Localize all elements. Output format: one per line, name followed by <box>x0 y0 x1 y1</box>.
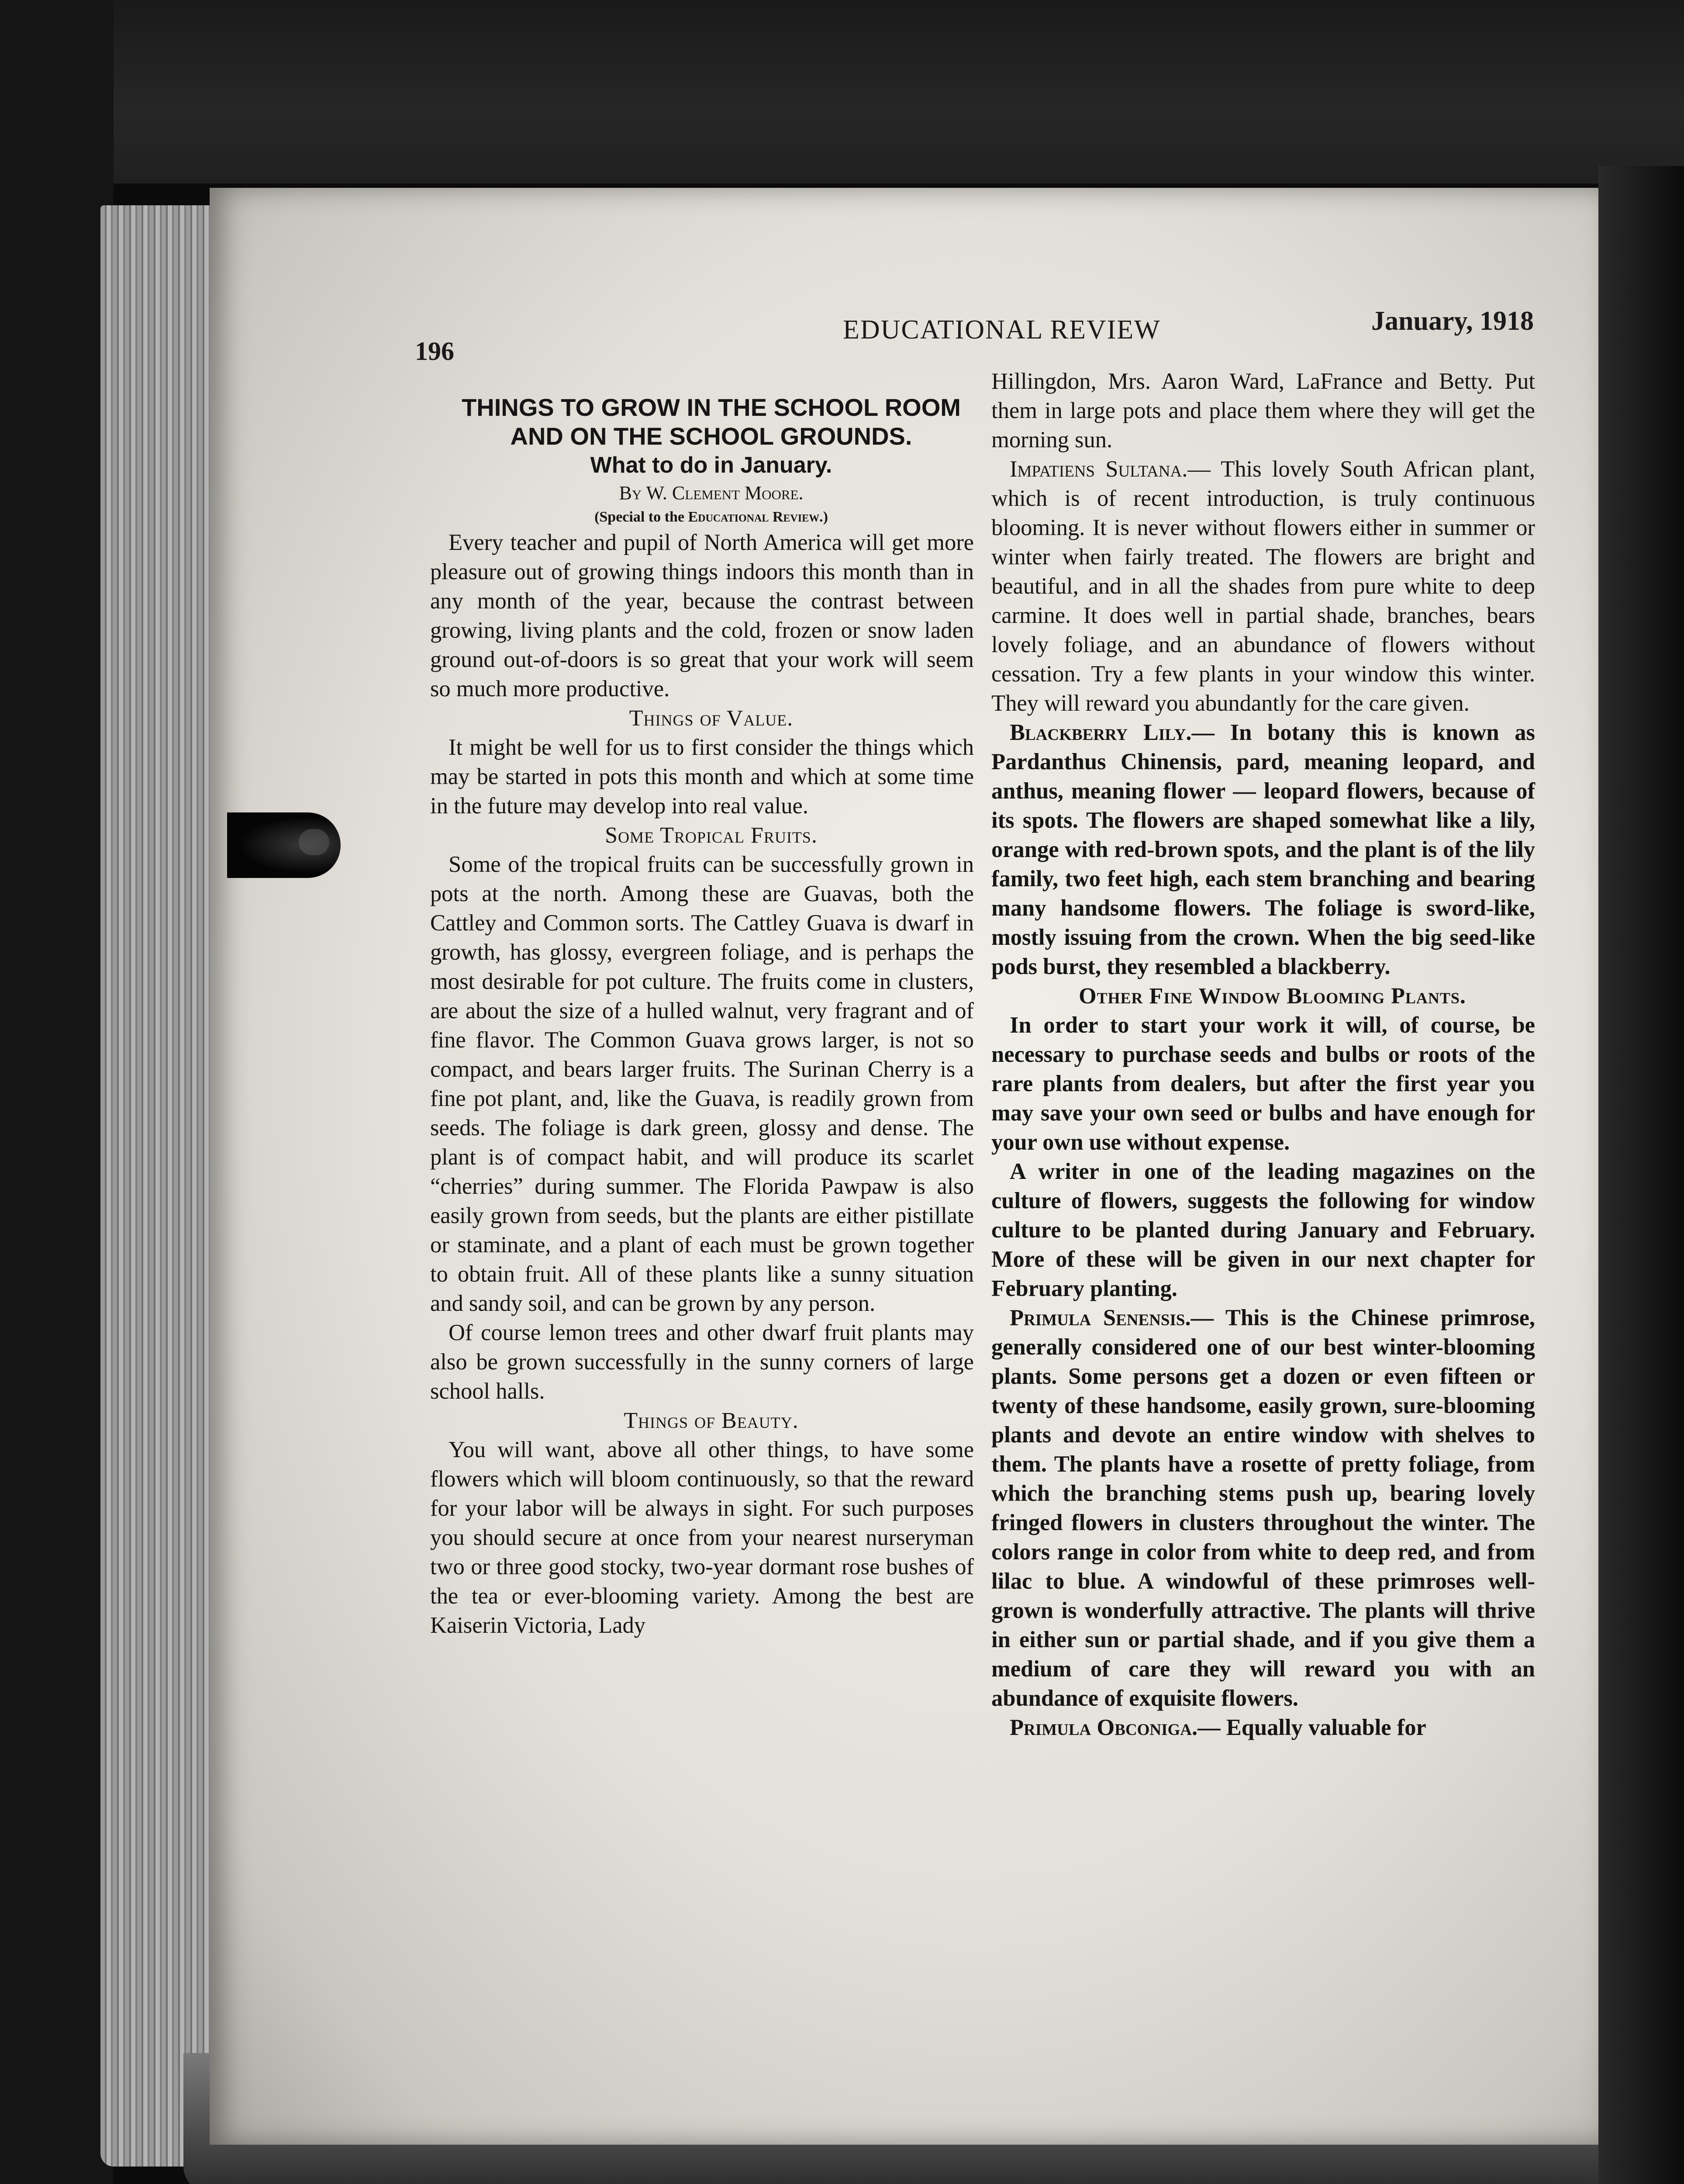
special-note <box>430 506 974 528</box>
running-head-date: January, 1918 <box>1371 306 1534 336</box>
special-note-suffix: .) <box>819 509 828 525</box>
blackberry-text: — In botany this is known as Pardanthus Chinensis, pard, meaning leopard, and anthus, meaning flower — leopard flowers, because of its spots. The flowers are shaped somewhat like a lily, orange with red-brown spots, and the plant is of the lily family, two feet high, each stem branching and bearing many handsome flowers. The foliage is sword-like, mostly issuing from the crown. When the big seed-like pods burst, they resembled a blackberry. <box>991 720 1535 979</box>
blackberry-paragraph <box>991 718 1535 981</box>
impatiens-text: — This lovely South African plant, which is of recent introduction, is truly continuous blooming. It is never without flowers either in summer or winter when fairly treated. The flowers are bright and beautiful, and in all the shades from pure white to deep carmine. It does well in partial shade, branches, bears lovely foliage, and an abundance of flowers without cessation. Try a few plants in your window this winter. They will reward you abundantly for the care given. <box>991 456 1535 716</box>
right-shadow <box>1598 166 1684 2184</box>
intro-paragraph: Every teacher and pupil of North America will get more pleasure out of growing things indoors this month than in any month of the year, because the contrast between growing, living plants and the cold, frozen or snow laden ground out-of-doors is so great that your work will seem so much more productive. <box>430 530 974 702</box>
primula-senensis-paragraph <box>991 1303 1535 1713</box>
dark-background-left <box>0 0 114 2184</box>
section-heading-value: Things of Value. <box>629 706 794 731</box>
article-title-line-2: AND ON THE SCHOOL GROUNDS. <box>510 422 912 450</box>
paragraph-beauty: You will want, above all other things, to have some flowers which will bloom continuously, so that the reward for your labor will be always in sight. For such purposes you should secure at once from your nearest nurseryman two or three good stocky, two-year dormant rose bushes of the tea or ever-blooming variety. Among the best are Kaiserin Victoria, Lady <box>430 1437 974 1638</box>
section-heading-beauty: Things of Beauty. <box>624 1408 799 1433</box>
paragraph-value: It might be well for us to first consider the things which may be started in pots this month and which at some time in the future may develop into real value. <box>430 735 974 819</box>
primula-senensis-text: — This is the Chinese primrose, generally considered one of our best winter-blooming plants. Some persons get a dozen or even fifteen or twenty of these handsome, easily grown, sure-blooming plants and devote an entire window with shelves to them. The plants have a rosette of pretty foliage, from which the branching stems push up, bearing lovely fringed flowers in clusters throughout the winter. The colors range in color from white to deep red, and from lilac to blue. A windowful of these primroses well-grown is wonderfully attractive. The plants will thrive in either sun or partial shade, and if you give them a medium of care they will reward you with an abundance of exquisite flowers. <box>991 1305 1536 1711</box>
impatiens-name: Impatiens Sultana. <box>1010 456 1188 482</box>
dark-background-top <box>0 0 1684 183</box>
paragraph-tropical-2: Of course lemon trees and other dwarf fruit plants may also be grown successfully in the sunny corners of large school halls. <box>430 1320 974 1404</box>
paragraph-tropical-1: Some of the tropical fruits can be successfully grown in pots at the north. Among these are Guavas, both the Cattley and Common sorts. The Cattley Guava is dwarf in growth, has glossy, evergreen foliage, and is perhaps the most desirable for pot culture. The fruits come in clusters, are about the size of a hulled walnut, very fragrant and of fine flavor. The Common Guava grows larger, is not so compact, and bears larger fruits. The Surinan Cherry is a fine pot plant, and, like the Guava, is readily grown from seeds. The foliage is dark green, glossy and dense. The plant is of compact habit, and will produce its scarlet “cherries” during summer. The Florida Pawpaw is also easily grown from seeds, but the plants are either pistillate or staminate, and a plant of each must be grown together to obtain fruit. All of these plants like a sunny situation and sandy soil, and can be grown by any person. <box>430 852 974 1316</box>
primula-obconiga-name: Primula Obconiga. <box>1010 1715 1198 1740</box>
left-column <box>430 393 974 1640</box>
blackberry-name: Blackberry Lily. <box>1010 720 1192 745</box>
continuation-paragraph: Hillingdon, Mrs. Aaron Ward, LaFrance and Betty. Put them in large pots and place them where they will get the morning sun. <box>991 369 1535 453</box>
primula-obconiga-paragraph <box>991 1713 1535 1742</box>
paragraph-writer: A writer in one of the leading magazines on the culture of flowers, suggests the following for window culture to be planted during January and February. More of these will be given in our next chapter for February planting. <box>991 1159 1535 1301</box>
special-note-publication: Educational Review <box>688 509 820 525</box>
running-head-journal: EDUCATIONAL REVIEW <box>843 315 1161 345</box>
right-column <box>991 367 1535 1742</box>
page-number: 196 <box>415 337 454 366</box>
article-title-line-1: THINGS TO GROW IN THE SCHOOL ROOM <box>462 394 961 421</box>
section-heading-window-plants: Other Fine Window Blooming Plants. <box>1079 984 1466 1009</box>
special-note-prefix: (Special to the <box>594 509 688 525</box>
section-heading-tropical: Some Tropical Fruits. <box>605 823 818 848</box>
paragraph-start-work: In order to start your work it will, of course, be necessary to purchase seeds and bulbs or roots of the rare plants from dealers, but after the first year you may save your own seed or bulbs and have enough for your own use without expense. <box>991 1013 1535 1155</box>
primula-senensis-name: Primula Senensis. <box>1010 1305 1191 1330</box>
primula-obconiga-text: — Equally valuable for <box>1197 1715 1426 1740</box>
article-byline: By W. Clement Moore. <box>619 482 804 504</box>
page-clip <box>227 812 341 878</box>
impatiens-paragraph <box>991 455 1535 718</box>
article-subtitle: What to do in January. <box>590 453 832 478</box>
